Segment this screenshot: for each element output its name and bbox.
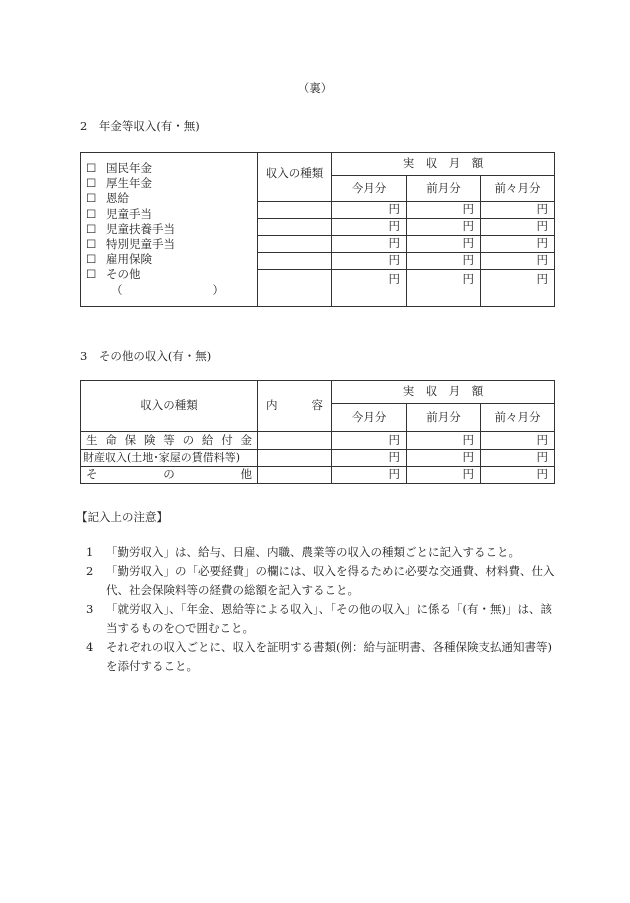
checkbox-icon[interactable]: ☐ xyxy=(86,191,97,206)
checkbox-item-other[interactable]: ☐ その他 xyxy=(86,267,141,282)
content-input[interactable] xyxy=(258,432,332,449)
other-income-table xyxy=(80,380,555,484)
amount-last-month[interactable]: 円 xyxy=(407,466,481,483)
pension-income-table xyxy=(80,152,555,307)
amount-two-months-ago[interactable]: 円 xyxy=(481,219,555,236)
pension-type-checklist xyxy=(81,153,258,307)
checkbox-icon[interactable]: ☐ xyxy=(86,161,97,175)
amount-two-months-ago[interactable]: 円 xyxy=(481,432,555,449)
other-specify-field[interactable]: （ ） xyxy=(111,282,224,297)
amount-this-month[interactable]: 円 xyxy=(332,236,407,253)
amount-last-month[interactable]: 円 xyxy=(407,236,481,253)
section3-heading: 3 その他の収入(有・無) xyxy=(80,349,212,363)
amount-last-month[interactable]: 円 xyxy=(407,270,481,307)
amount-this-month[interactable]: 円 xyxy=(332,466,407,483)
this-month-header: 今月分 xyxy=(332,176,407,202)
amount-two-months-ago[interactable]: 円 xyxy=(481,202,555,219)
checkbox-icon[interactable]: ☐ xyxy=(86,206,97,221)
two-months-ago-header: 前々月分 xyxy=(481,404,555,432)
checkbox-icon[interactable]: ☐ xyxy=(86,221,97,236)
content-header: 内 容 xyxy=(258,381,332,432)
note-item: 3 「就労収入」、「年金、恩給等による収入」、「その他の収入」に係る「(有・無)」は、該当するものを○で囲むこと。 xyxy=(86,602,552,635)
checkbox-item-national-pension[interactable]: ☐ 国民年金 xyxy=(86,161,152,175)
note-item: 2 「勤労収入」の「必要経費」の欄には、収入を得るために必要な交通費、材料費、仕入代、社会保険料等の経費の総額を記入すること。 xyxy=(86,564,555,597)
row-label-other: そ の 他 xyxy=(81,466,258,483)
amount-this-month[interactable]: 円 xyxy=(332,219,407,236)
page-side-label: （裏） xyxy=(297,81,333,95)
amount-two-months-ago[interactable]: 円 xyxy=(481,253,555,270)
checkbox-item-special-child-allowance[interactable]: ☐ 特別児童手当 xyxy=(86,236,175,251)
checkbox-icon[interactable]: ☐ xyxy=(86,236,97,251)
amount-two-months-ago[interactable]: 円 xyxy=(481,449,555,466)
amount-two-months-ago[interactable]: 円 xyxy=(481,466,555,483)
checkbox-item-employment-insurance[interactable]: ☐ 雇用保険 xyxy=(86,252,152,267)
income-type-header: 収入の種類 xyxy=(258,153,332,202)
row-label-property-income: 財産収入(土地･家屋の賃借料等) xyxy=(81,449,258,466)
this-month-header: 今月分 xyxy=(332,404,407,432)
amount-two-months-ago[interactable]: 円 xyxy=(481,270,555,307)
amount-this-month[interactable]: 円 xyxy=(332,202,407,219)
income-type-input[interactable] xyxy=(258,202,332,219)
two-months-ago-header: 前々月分 xyxy=(481,176,555,202)
checkbox-item-child-allowance[interactable]: ☐ 児童手当 xyxy=(86,206,152,221)
income-type-input[interactable] xyxy=(258,236,332,253)
table-row xyxy=(81,432,555,449)
checkbox-item-onkyu[interactable]: ☐ 恩給 xyxy=(86,191,129,206)
amount-last-month[interactable]: 円 xyxy=(407,449,481,466)
income-type-input[interactable] xyxy=(258,270,332,307)
amount-last-month[interactable]: 円 xyxy=(407,202,481,219)
table-row xyxy=(81,466,555,483)
note-item: 4 それぞれの収入ごとに、収入を証明する書類(例：給与証明書、各種保険支払通知書等)を添付すること。 xyxy=(86,640,552,673)
income-type-input[interactable] xyxy=(258,219,332,236)
amount-this-month[interactable]: 円 xyxy=(332,432,407,449)
amount-last-month[interactable]: 円 xyxy=(407,432,481,449)
checkbox-icon[interactable]: ☐ xyxy=(86,252,97,267)
note-item: 1 「勤労収入」は、給与、日雇、内職、農業等の収入の種類ごとに記入すること。 xyxy=(86,545,520,559)
checkbox-item-child-rearing-allowance[interactable]: ☐ 児童扶養手当 xyxy=(86,221,175,236)
income-type-header: 収入の種類 xyxy=(81,381,258,432)
content-input[interactable] xyxy=(258,449,332,466)
amount-this-month[interactable]: 円 xyxy=(332,253,407,270)
checkbox-item-employee-pension[interactable]: ☐ 厚生年金 xyxy=(86,176,152,191)
table-row xyxy=(81,449,555,466)
amount-last-month[interactable]: 円 xyxy=(407,219,481,236)
notes-heading: 【記入上の注意】 xyxy=(76,510,168,524)
row-label-life-insurance-benefits: 生 命 保 険 等 の 給 付 金 xyxy=(81,432,258,449)
income-type-input[interactable] xyxy=(258,253,332,270)
notes-list xyxy=(86,543,556,676)
amount-two-months-ago[interactable]: 円 xyxy=(481,236,555,253)
actual-monthly-amount-header: 実 収 月 額 xyxy=(332,381,555,404)
actual-monthly-amount-header: 実 収 月 額 xyxy=(332,153,555,176)
last-month-header: 前月分 xyxy=(407,404,481,432)
checkbox-icon[interactable]: ☐ xyxy=(86,176,97,191)
checkbox-icon[interactable]: ☐ xyxy=(86,267,97,282)
amount-this-month[interactable]: 円 xyxy=(332,449,407,466)
content-input[interactable] xyxy=(258,466,332,483)
section2-heading: 2 年金等収入(有・無) xyxy=(80,119,200,133)
last-month-header: 前月分 xyxy=(407,176,481,202)
amount-this-month[interactable]: 円 xyxy=(332,270,407,307)
amount-last-month[interactable]: 円 xyxy=(407,253,481,270)
